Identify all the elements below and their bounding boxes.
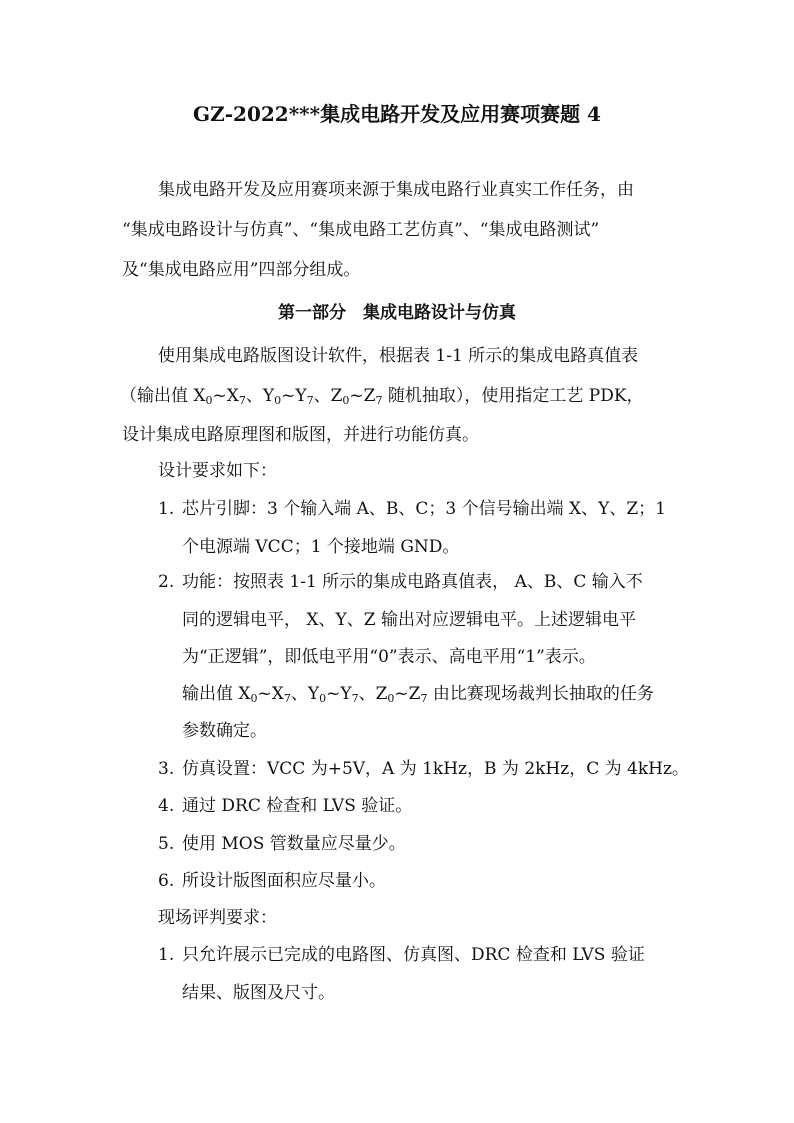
design-item-4-line-1: 通过 DRC 检查和 LVS 验证。: [182, 796, 413, 816]
intro-line-1: 集成电路开发及应用赛项来源于集成电路行业真实工作任务，由: [158, 180, 634, 200]
design-item-3-number: 3.: [158, 759, 175, 779]
design-item-2-line-1: 功能：按照表 1-1 所示的集成电路真值表， A、B、C 输入不: [182, 572, 643, 592]
document-title: GZ-2022***集成电路开发及应用赛项赛题 4: [193, 102, 601, 126]
design-item-2-line-3: 为“正逻辑”，即低电平用“0”表示、高电平用“1”表示。: [182, 647, 596, 667]
design-item-5-number: 5.: [158, 834, 175, 854]
judging-item-1-number: 1.: [158, 945, 175, 965]
part1-para-line-3: 设计集成电路原理图和版图，并进行功能仿真。: [122, 425, 479, 445]
judging-requirements-label: 现场评判要求：: [158, 908, 277, 928]
judging-item-1-line-2: 结果、版图及尺寸。: [182, 983, 335, 1003]
part1-para-line-1: 使用集成电路版图设计软件，根据表 1-1 所示的集成电路真值表: [158, 346, 639, 366]
design-item-2-line-2: 同的逻辑电平， X、Y、Z 输出对应逻辑电平。上述逻辑电平: [182, 610, 636, 630]
part1-heading: 第一部分 集成电路设计与仿真: [278, 303, 516, 323]
part1-para-line-2: （输出值 $X_0\sim X_7$、$Y_0\sim Y_7$、$Z_0\sim Z_7$ 随机抽取），使用指定工艺 PDK，: [120, 386, 644, 407]
design-item-4-number: 4.: [158, 796, 175, 816]
intro-line-2: “集成电路设计与仿真”、“集成电路工艺仿真”、“集成电路测试”: [122, 220, 600, 240]
design-item-1-line-2: 个电源端 VCC；1 个接地端 GND。: [182, 537, 460, 557]
design-item-5-line-1: 使用 MOS 管数量应尽量少。: [182, 834, 406, 854]
design-item-2-line-4: 输出值 $X_0\sim X_7$、$Y_0\sim Y_7$、$Z_0\sim Z_7$ 由比赛现场裁判长抽取的任务: [182, 684, 654, 705]
design-item-3-line-1: 仿真设置：VCC 为+5V，A 为 1kHz，B 为 2kHz，C 为 4kHz。: [182, 759, 689, 779]
design-item-2-number: 2.: [158, 572, 175, 592]
design-item-2-line-5: 参数确定。: [182, 721, 267, 741]
intro-line-3: 及“集成电路应用”四部分组成。: [122, 260, 361, 280]
design-item-1-line-1: 芯片引脚：3 个输入端 A、B、C；3 个信号输出端 X、Y、Z；1: [182, 499, 666, 519]
design-item-1-number: 1.: [158, 499, 175, 519]
design-requirements-label: 设计要求如下：: [158, 461, 277, 481]
design-item-6-number: 6.: [158, 871, 175, 891]
design-item-6-line-1: 所设计版图面积应尽量小。: [182, 871, 386, 891]
judging-item-1-line-1: 只允许展示已完成的电路图、仿真图、DRC 检查和 LVS 验证: [182, 945, 645, 965]
